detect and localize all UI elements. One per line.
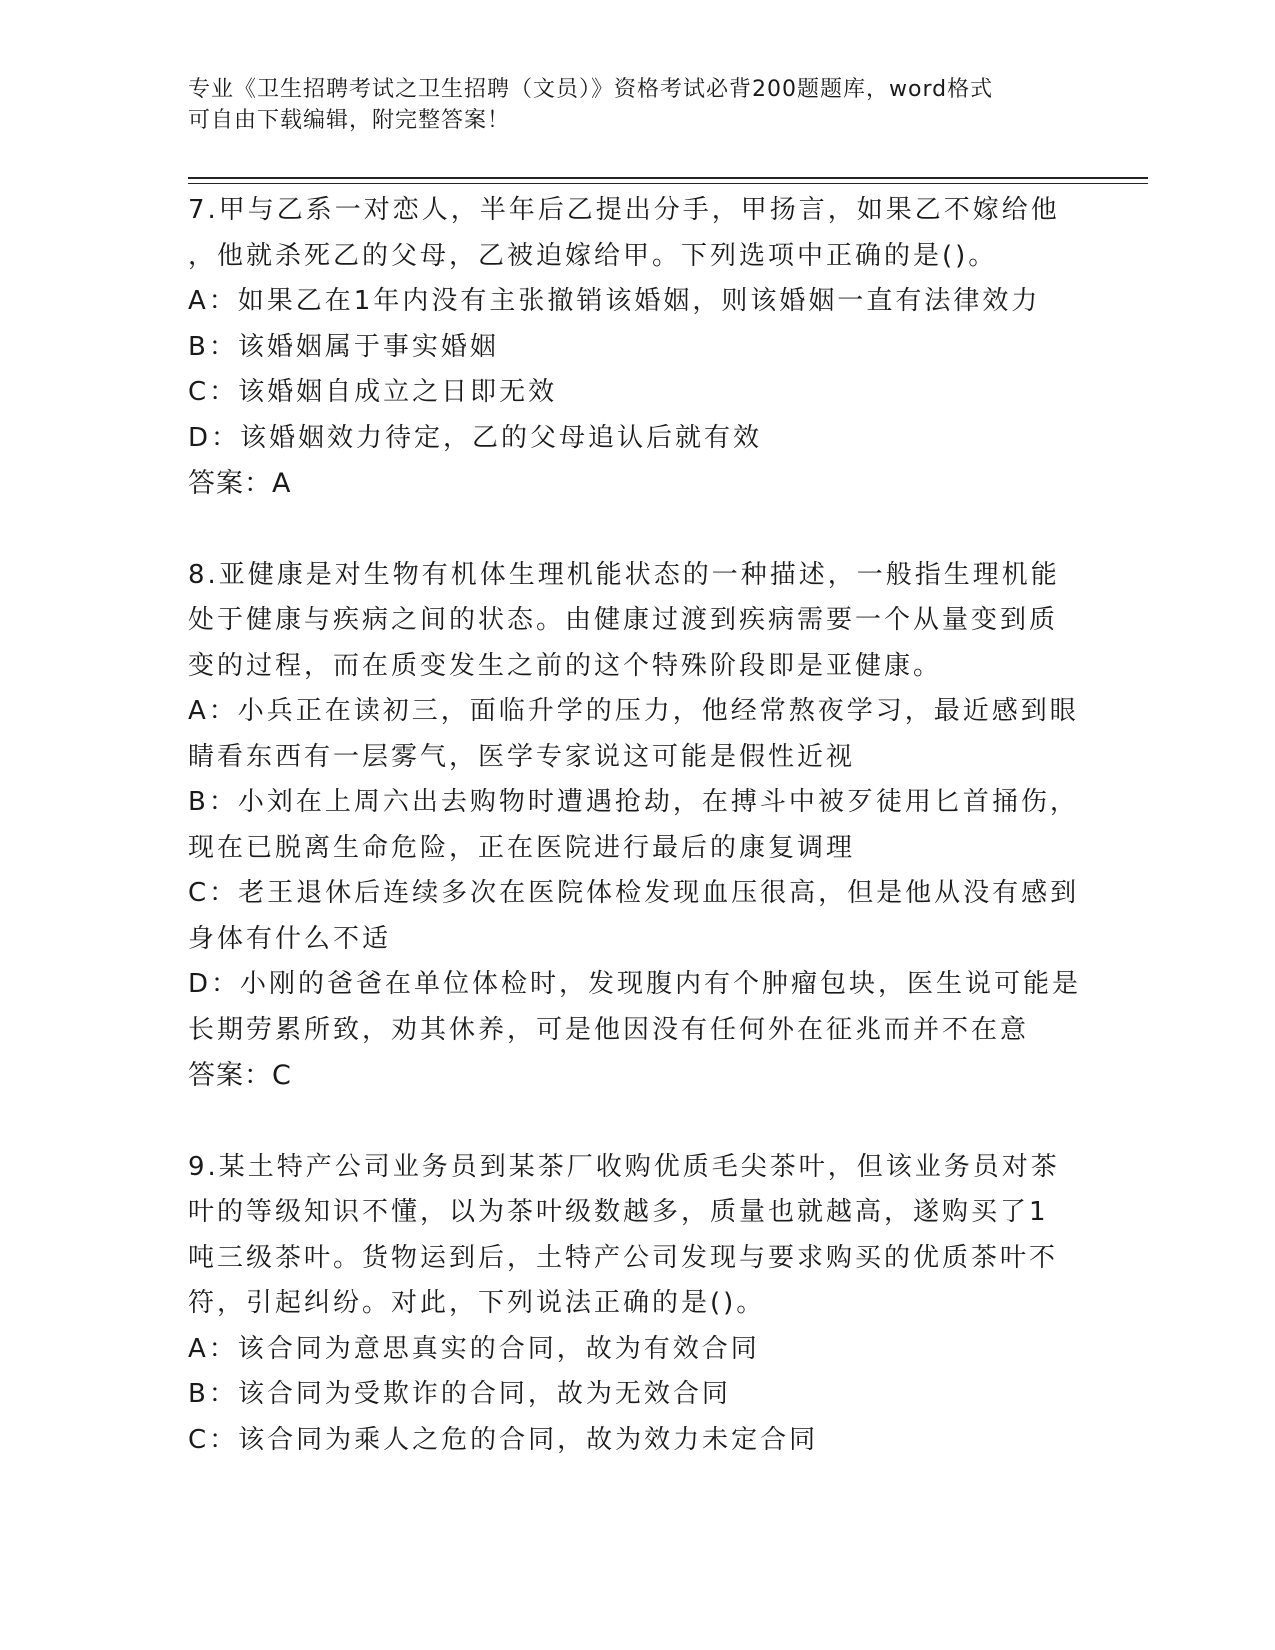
option-b: B：该合同为受欺诈的合同，故为无效合同 xyxy=(188,1379,731,1409)
question-list xyxy=(188,188,1088,1463)
option-a: A：该合同为意思真实的合同，故为有效合同 xyxy=(188,1333,760,1364)
option-d: D：该婚姻效力待定，乙的父母追认后就有效 xyxy=(188,422,763,453)
option-c-continued: 身体有什么不适 xyxy=(188,923,392,954)
question-8 xyxy=(188,553,1088,1099)
option-d: D：小刚的爸爸在单位体检时，发现腹内有个肿瘤包块，医生说可能是 xyxy=(188,969,1082,999)
spacer xyxy=(188,1099,1088,1145)
header-divider-thin xyxy=(188,183,1148,184)
option-c: C：老王退休后连续多次在医院体检发现血压很高，但是他从没有感到 xyxy=(188,878,1080,908)
option-c: C：该合同为乘人之危的合同，故为效力未定合同 xyxy=(188,1424,819,1455)
header-line-2: 可自由下载编辑，附完整答案！ xyxy=(188,108,511,133)
question-text-line: 吨三级茶叶。货物运到后，土特产公司发现与要求购买的优质茶叶不 xyxy=(188,1242,1059,1273)
option-b: B：该婚姻属于事实婚姻 xyxy=(188,331,499,362)
header-line-1: 专业《卫生招聘考试之卫生招聘（文员）》资格考试必背200题题库，word格式 xyxy=(188,77,994,102)
answer-label: 答案：A xyxy=(188,468,292,499)
option-d-continued: 长期劳累所致，劝其休养，可是他因没有任何外在征兆而并不在意 xyxy=(188,1014,1030,1045)
answer-label: 答案：C xyxy=(188,1060,292,1091)
document-header xyxy=(188,74,1068,136)
question-text-line: 叶的等级知识不懂，以为茶叶级数越多，质量也就越高，遂购买了1 xyxy=(188,1197,1049,1227)
question-text-line: ，他就杀死乙的父母，乙被迫嫁给甲。下列选项中正确的是()。 xyxy=(188,240,998,271)
question-text-line: 符，引起纠纷。对此，下列说法正确的是()。 xyxy=(188,1288,766,1318)
question-text-line: 变的过程，而在质变发生之前的这个特殊阶段即是亚健康。 xyxy=(188,650,943,681)
option-a: A：小兵正在读初三，面临升学的压力，他经常熬夜学习，最近感到眼 xyxy=(188,696,1079,726)
question-text-line: 处于健康与疾病之间的状态。由健康过渡到疾病需要一个从量变到质 xyxy=(188,605,1059,635)
option-c: C：该婚姻自成立之日即无效 xyxy=(188,377,558,407)
question-9 xyxy=(188,1145,1088,1464)
option-b-continued: 现在已脱离生命危险，正在医院进行最后的康复调理 xyxy=(188,832,856,863)
option-b: B：小刘在上周六出去购物时遭遇抢劫，在搏斗中被歹徒用匕首捅伤， xyxy=(188,787,1079,817)
question-text-line: 9.某土特产公司业务员到某茶厂收购优质毛尖茶叶，但该业务员对茶 xyxy=(188,1151,1060,1182)
header-divider-thick xyxy=(188,177,1148,179)
option-a-continued: 睛看东西有一层雾气，医学专家说这可能是假性近视 xyxy=(188,741,856,772)
question-text-line: 7.甲与乙系一对恋人，半年后乙提出分手，甲扬言，如果乙不嫁给他 xyxy=(188,195,1060,225)
question-text-line: 8.亚健康是对生物有机体生理机能状态的一种描述，一般指生理机能 xyxy=(188,559,1060,590)
question-7 xyxy=(188,188,1088,507)
spacer xyxy=(188,507,1088,553)
option-a: A：如果乙在1年内没有主张撤销该婚姻，则该婚姻一直有法律效力 xyxy=(188,286,1041,316)
